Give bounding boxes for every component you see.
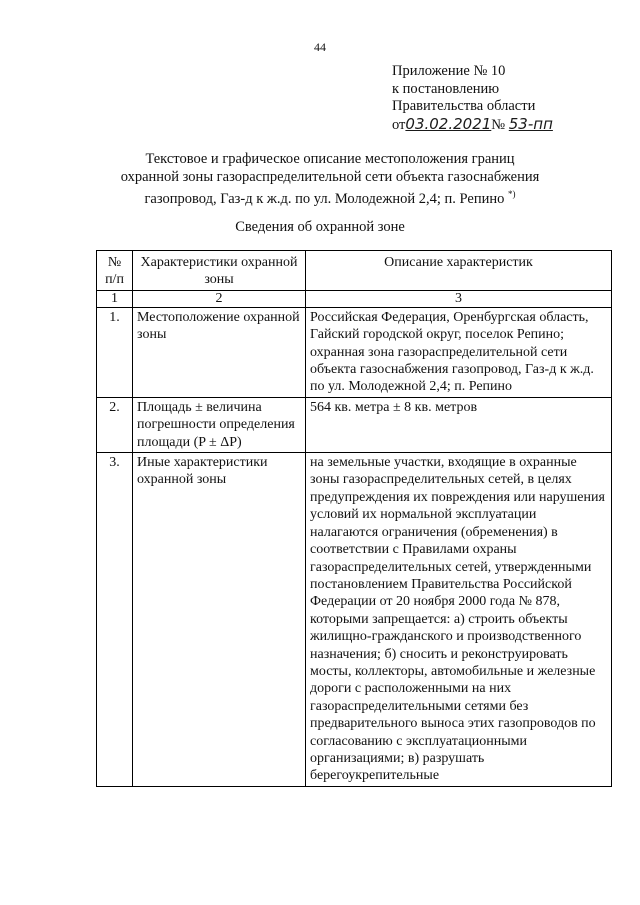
- table-row: [97, 453, 612, 787]
- footnote-mark: *): [508, 189, 516, 199]
- handwritten-number: 53-пп: [508, 114, 553, 133]
- row-description: на земельные участки, входящие в охранные зоны газораспределительных сетей, в целях предупреждения их повреждения или нарушения условий их нормальной эксплуатации налагаются ограничения (обременения) в соответствии с Правилами охраны газораспределительных сетей, утвержденными постановлением Правительства Российской Федерации от 20 ноября 2000 года № 878, которыми запрещается: а) строить объекты жилищно-гражданского и производственного назначения; б) сносить и реконструировать мосты, коллекторы, автомобильные и железные дороги с расположенными на них газораспределительными сетями без предварительного выноса этих газопроводов по согласованию с эксплуатационными организациями; в) разрушать берегоукрепительные: [306, 453, 612, 787]
- appendix-line-1: Приложение № 10: [392, 63, 506, 79]
- appendix-line-2: к постановлению: [392, 80, 500, 97]
- row-characteristic: Местоположение охранной зоны: [133, 307, 306, 397]
- header-num: № п/п: [97, 251, 133, 291]
- row-num: 2.: [97, 397, 133, 452]
- title-line-2: охранной зоны газораспределительной сети объекта газоснабжения: [120, 168, 540, 185]
- zone-info-table: [96, 250, 612, 787]
- row-characteristic: Иные характеристики охранной зоны: [133, 453, 306, 787]
- row-description: Российская Федерация, Оренбургская область, Гайский городской округ, поселок Репино; охранная зона газораспределительной сети объекта газоснабжения газопровод, Газ-д к ж.д. по ул. Молодежной 2,4; п. Репино: [306, 307, 612, 397]
- row-description: 564 кв. метра ± 8 кв. метров: [306, 397, 612, 452]
- header-characteristic: Характеристики охранной зоны: [133, 251, 306, 291]
- appendix-date-line: [392, 116, 553, 135]
- row-num: 3.: [97, 453, 133, 787]
- table-row: [97, 397, 612, 452]
- document-title: [100, 151, 560, 208]
- row-characteristic: Площадь ± величина погрешности определения площади (P ± ΔP): [133, 397, 306, 452]
- title-line-1: Текстовое и графическое описание местоположения границ: [145, 151, 515, 167]
- table-row: [97, 307, 612, 397]
- title-line-3: газопровод, Газ-д к ж.д. по ул. Молодежной 2,4; п. Репино: [144, 190, 505, 207]
- section-subtitle: Сведения об охранной зоне: [235, 219, 405, 235]
- column-number: 3: [306, 290, 612, 307]
- appendix-from-prefix: от: [392, 116, 406, 133]
- column-number: 1: [97, 290, 133, 307]
- table-column-numbers-row: [97, 290, 612, 307]
- appendix-block: [392, 63, 553, 134]
- appendix-line-3: Правительства области: [392, 98, 536, 114]
- table-header-row: [97, 251, 612, 291]
- column-number: 2: [133, 290, 306, 307]
- header-description: Описание характеристик: [306, 251, 612, 291]
- page-number: 44: [314, 40, 326, 54]
- handwritten-date: 03.02.2021: [405, 114, 492, 133]
- title-line-3-wrap: [100, 186, 560, 208]
- number-sign: №: [491, 116, 506, 133]
- row-num: 1.: [97, 307, 133, 397]
